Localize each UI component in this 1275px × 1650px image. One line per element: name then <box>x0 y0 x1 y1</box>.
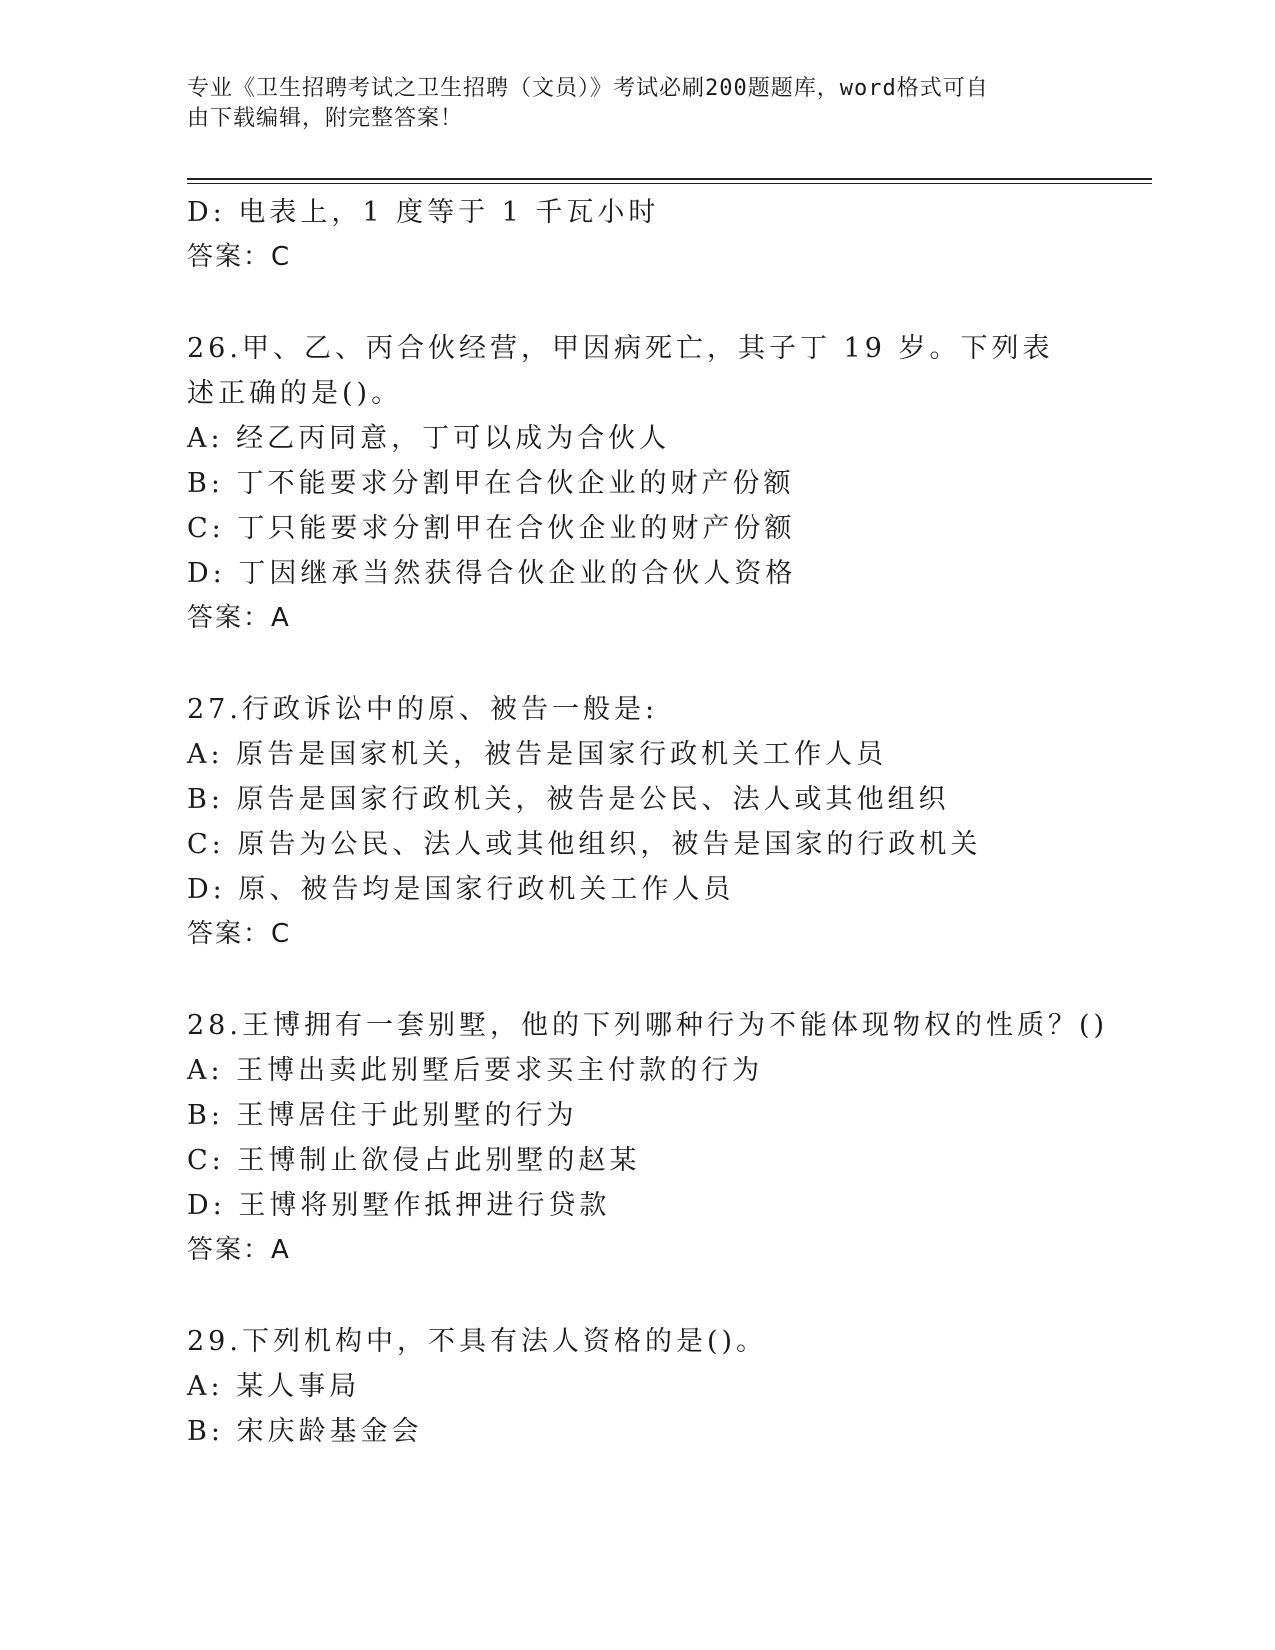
header-divider-thin <box>187 183 1152 184</box>
header-line-2: 由下载编辑，附完整答案！ <box>187 106 464 131</box>
question-stem: 29.下列机构中，不具有法人资格的是()。 <box>187 1326 768 1357</box>
answer: 答案：C <box>187 919 292 949</box>
question-26 <box>187 326 1087 641</box>
option-d: D: 王博将别墅作抵押进行贷款 <box>187 1190 611 1221</box>
question-stem: 28.王博拥有一套别墅，他的下列哪种行为不能体现物权的性质？() <box>187 1010 1109 1041</box>
header-divider <box>187 178 1152 180</box>
option-c: C: 王博制止欲侵占此别墅的赵某 <box>187 1145 641 1176</box>
option-c: C: 原告为公民、法人或其他组织，被告是国家的行政机关 <box>187 829 982 860</box>
option-d: D: 电表上，1 度等于 1 千瓦小时 <box>187 197 660 228</box>
answer: 答案：A <box>187 603 291 633</box>
option-b: B: 宋庆龄基金会 <box>187 1416 423 1447</box>
option-a: A: 某人事局 <box>187 1371 361 1402</box>
option-a: A: 王博出卖此别墅后要求买主付款的行为 <box>187 1055 764 1086</box>
option-a: A: 经乙丙同意，丁可以成为合伙人 <box>187 423 671 454</box>
question-28 <box>187 1003 1109 1273</box>
option-b: B: 丁不能要求分割甲在合伙企业的财产份额 <box>187 468 795 499</box>
question-27 <box>187 687 1087 957</box>
answer: 答案：A <box>187 1235 291 1265</box>
question-29 <box>187 1319 1087 1454</box>
option-a: A: 原告是国家机关，被告是国家行政机关工作人员 <box>187 739 888 770</box>
option-c: C: 丁只能要求分割甲在合伙企业的财产份额 <box>187 513 796 544</box>
page-header <box>187 74 1067 134</box>
question-stem: 27.行政诉讼中的原、被告一般是: <box>187 694 659 725</box>
option-d: D: 丁因继承当然获得合伙企业的合伙人资格 <box>187 558 797 589</box>
answer: 答案：C <box>187 242 292 272</box>
document-body <box>187 190 1109 1454</box>
option-b: B: 王博居住于此别墅的行为 <box>187 1100 578 1131</box>
option-b: B: 原告是国家行政机关，被告是公民、法人或其他组织 <box>187 784 950 815</box>
question-stem: 26.甲、乙、丙合伙经营，甲因病死亡，其子丁 19 岁。下列表述正确的是()。 <box>187 333 1054 409</box>
option-d: D: 原、被告均是国家行政机关工作人员 <box>187 874 735 905</box>
header-line-1: 专业《卫生招聘考试之卫生招聘（文员）》考试必刷200题题库，word格式可自 <box>187 76 989 101</box>
